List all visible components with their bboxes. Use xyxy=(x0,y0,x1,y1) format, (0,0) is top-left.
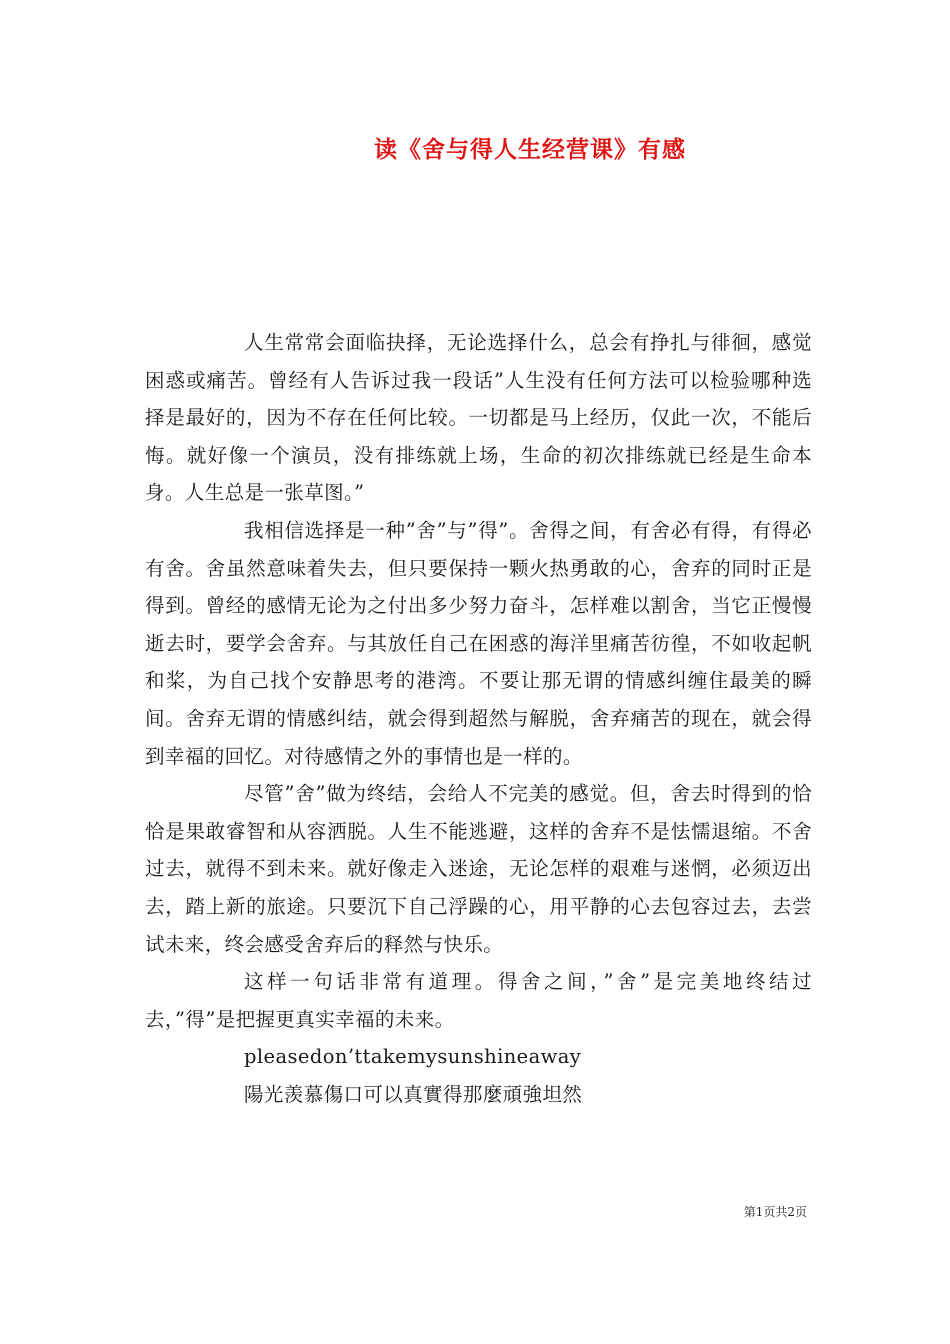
page-number-footer: 第1页共2页 xyxy=(743,1205,807,1219)
english-line: pleasedon’ttakemysunshineaway xyxy=(244,1045,582,1069)
document-body xyxy=(145,324,812,1113)
paragraph-4: 这样一句话非常有道理。得舍之间，”舍”是完美地终结过去，”得”是把握更真实幸福的未来。 xyxy=(145,970,812,1031)
paragraph-1: 人生常常会面临抉择，无论选择什么，总会有挣扎与徘徊，感觉困惑或痛苦。曾经有人告诉过我一段话”人生没有任何方法可以检验哪种选择是最好的，因为不存在任何比较。一切都是马上经历，仅此一次，不能后悔。就好像一个演员，没有排练就上场，生命的初次排练就已经是生命本身。人生总是一张草图。” xyxy=(145,331,812,505)
paragraph-2: 我相信选择是一种”舍”与”得”。舍得之间，有舍必有得，有得必有舍。舍虽然意味着失去，但只要保持一颗火热勇敢的心，舍弃的同时正是得到。曾经的感情无论为之付出多少努力奋斗，怎样难以割舍，当它正慢慢逝去时，要学会舍弃。与其放任自己在困惑的海洋里痛苦彷徨，不如收起帆和桨，为自己找个安静思考的港湾。不要让那无谓的情感纠缠住最美的瞬间。舍弃无谓的情感纠结，就会得到超然与解脱，舍弃痛苦的现在，就会得到幸福的回忆。对待感情之外的事情也是一样的。 xyxy=(145,518,812,768)
paragraph-3: 尽管”舍”做为终结，会给人不完美的感觉。但，舍去时得到的恰恰是果敢睿智和从容洒脱。人生不能逃避，这样的舍弃不是怯懦退缩。不舍过去，就得不到未来。就好像走入迷途，无论怎样的艰难与迷惘，必须迈出去，踏上新的旅途。只要沉下自己浮躁的心，用平静的心去包容过去，去尝试未来，终会感受舍弃后的释然与快乐。 xyxy=(145,782,812,956)
document-title: 读《舍与得人生经营课》有感 xyxy=(374,136,686,163)
traditional-chinese-line: 陽光羡慕傷口可以真實得那麼頑強坦然 xyxy=(244,1082,583,1106)
